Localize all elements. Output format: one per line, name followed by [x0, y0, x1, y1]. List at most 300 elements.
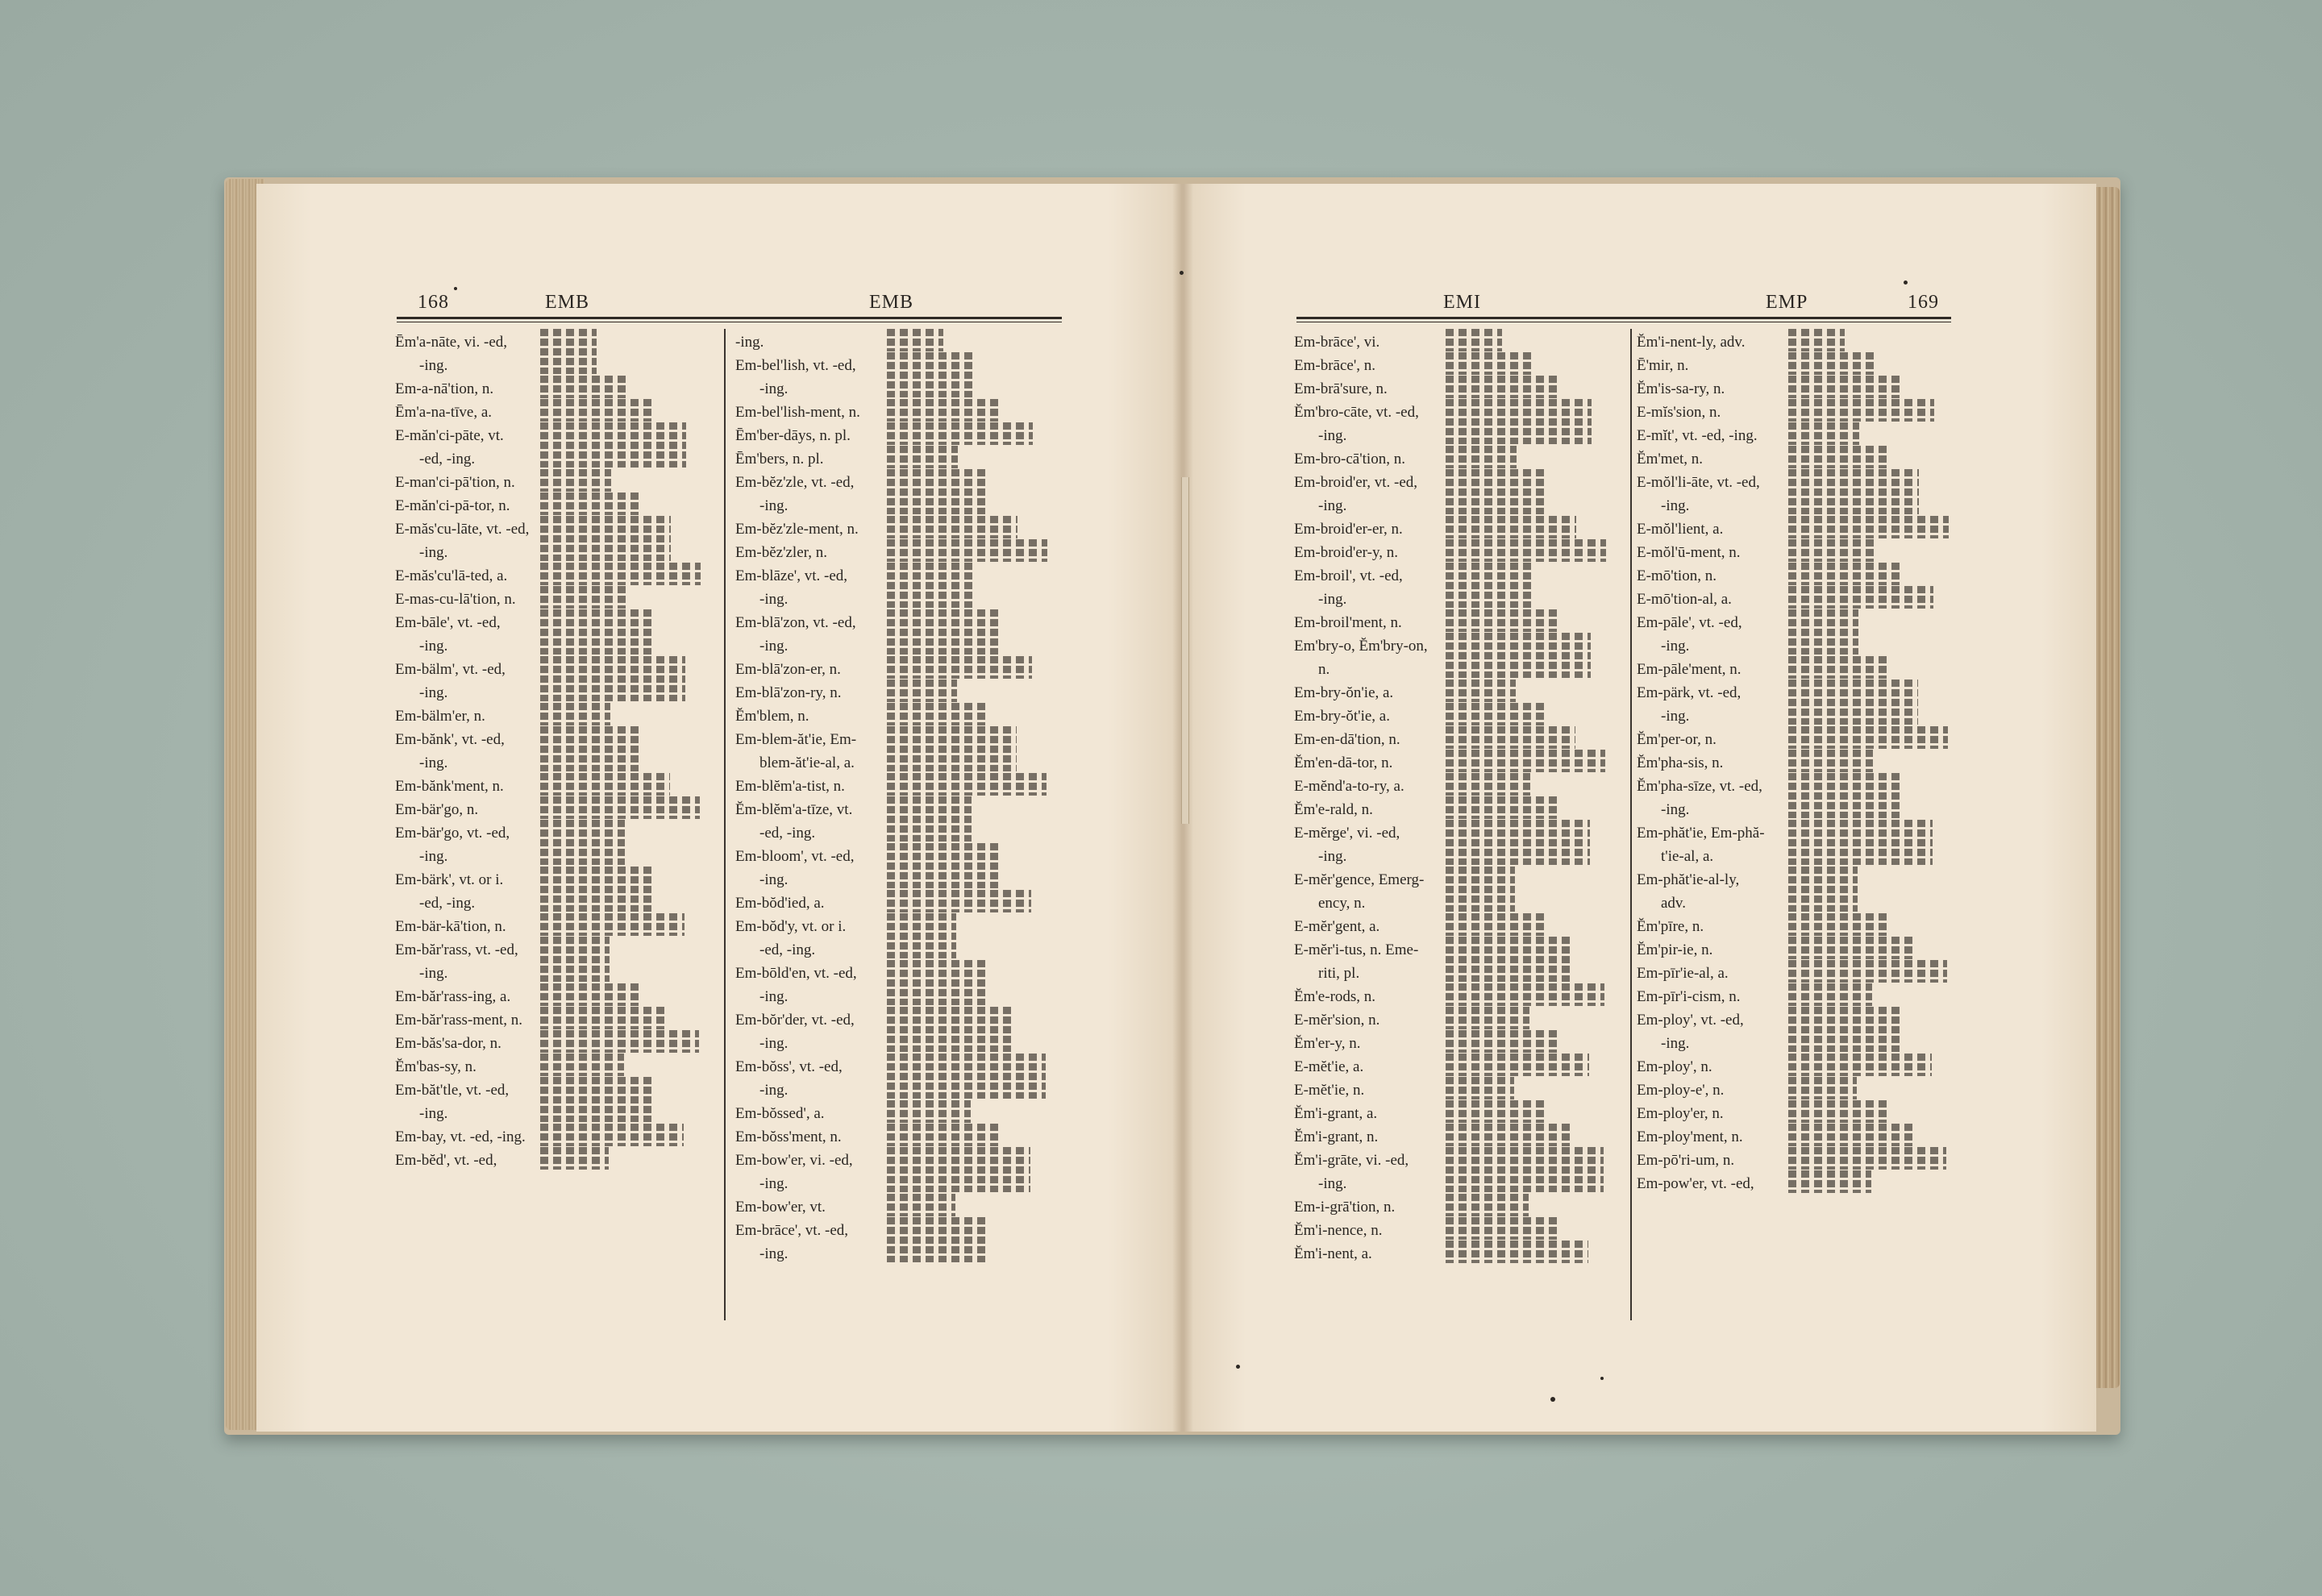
entry-headword: Ĕm'bas-sy, n. [395, 1058, 476, 1075]
dictionary-entry [1294, 1055, 1625, 1079]
japanese-gloss-glyphs [887, 890, 1031, 912]
japanese-gloss-glyphs [540, 773, 670, 796]
entry-headword: Ĕm'i-nent-ly, adv. [1637, 334, 1746, 351]
japanese-gloss-glyphs [1446, 726, 1575, 749]
dictionary-entry [1294, 541, 1625, 564]
entry-headword: Em'bry-o, Ĕm'bry-on, [1294, 638, 1428, 655]
entry-headword: Em-bry-ŏn'ie, a. [1294, 684, 1394, 701]
japanese-gloss-glyphs [540, 469, 611, 492]
left-page-column-1 [395, 330, 718, 1172]
entry-headword: Em-bälm'er, n. [395, 708, 485, 725]
entry-continuation: -ing. [759, 1245, 789, 1262]
dictionary-entry [395, 377, 718, 401]
japanese-gloss-glyphs [887, 516, 1017, 538]
dictionary-entry [735, 1008, 1066, 1055]
dictionary-entry [1294, 447, 1625, 471]
speck [1600, 1377, 1604, 1380]
dictionary-entry [735, 915, 1066, 962]
japanese-gloss-glyphs [540, 399, 656, 422]
dictionary-entry [395, 330, 718, 377]
japanese-gloss-glyphs [540, 1007, 669, 1029]
entry-headword: Em-bro-cā'tion, n. [1294, 451, 1405, 468]
entry-headword: Ĕm'per-or, n. [1637, 731, 1717, 748]
entry-continuation: -ing. [759, 638, 789, 655]
entry-continuation: -ing. [759, 1175, 789, 1192]
japanese-gloss-glyphs [540, 983, 639, 1006]
dictionary-entry [735, 330, 1066, 354]
entry-headword: Em-bälm', vt. -ed, [395, 661, 506, 678]
right-page-number: 169 [1908, 292, 1939, 313]
japanese-gloss-glyphs [1788, 563, 1904, 585]
japanese-gloss-glyphs [1788, 376, 1904, 398]
dictionary-entry [1637, 775, 1959, 821]
dictionary-entry [1637, 517, 1959, 541]
japanese-gloss-glyphs [887, 352, 973, 397]
dictionary-entry [1637, 1008, 1959, 1055]
entry-headword: Em-băr'rass, vt. -ed, [395, 941, 518, 958]
dictionary-entry [1637, 915, 1959, 938]
entry-headword: Em-brāce', vt. -ed, [735, 1222, 849, 1239]
japanese-gloss-glyphs [1446, 1030, 1559, 1053]
japanese-gloss-glyphs [540, 867, 655, 912]
japanese-gloss-glyphs [1446, 539, 1606, 562]
entry-continuation: -ing. [1318, 497, 1347, 514]
entry-headword: E-măn'ci-pāte, vt. [395, 427, 504, 444]
japanese-gloss-glyphs [887, 960, 986, 1005]
entry-continuation: -ing. [759, 497, 789, 514]
entry-continuation: -ing. [419, 965, 448, 982]
entry-headword: Ĕm'en-dā-tor, n. [1294, 754, 1393, 771]
dictionary-entry [1294, 681, 1625, 704]
japanese-gloss-glyphs [1446, 1147, 1604, 1192]
entry-headword: Em-bry-ŏt'ie, a. [1294, 708, 1390, 725]
japanese-gloss-glyphs [540, 329, 597, 374]
japanese-gloss-glyphs [887, 913, 956, 958]
entry-continuation: n. [1318, 661, 1330, 678]
entry-headword: E-mĕr'gence, Emerg- [1294, 871, 1425, 888]
japanese-gloss-glyphs [1788, 1077, 1857, 1099]
dictionary-entry [395, 611, 718, 658]
entry-headword: Em-blĕm'a-tist, n. [735, 778, 845, 795]
left-running-head-right: EMB [869, 292, 914, 313]
entry-headword: Em-ploy-e', n. [1637, 1082, 1725, 1099]
entry-headword: E-mĕr'gent, a. [1294, 918, 1380, 935]
entry-headword: Em-bloom', vt. -ed, [735, 848, 855, 865]
japanese-gloss-glyphs [887, 1100, 971, 1123]
dictionary-entry [1294, 354, 1625, 377]
japanese-gloss-glyphs [1788, 422, 1859, 445]
dictionary-entry [1637, 611, 1959, 658]
entry-headword: Em-broid'er-y, n. [1294, 544, 1398, 561]
entry-headword: Em-băr'rass-ing, a. [395, 988, 511, 1005]
dictionary-entry [1294, 517, 1625, 541]
japanese-gloss-glyphs [1788, 446, 1889, 468]
entry-headword: Em-broil', vt. -ed, [1294, 567, 1403, 584]
dictionary-entry [1294, 728, 1625, 751]
entry-headword: Em-bōld'en, vt. -ed, [735, 965, 857, 982]
entry-continuation: -ing. [419, 638, 448, 655]
entry-headword: Ēm'ber-dāys, n. pl. [735, 427, 851, 444]
dictionary-entry [395, 775, 718, 798]
dictionary-entry [1294, 1008, 1625, 1032]
dictionary-entry [1637, 751, 1959, 775]
dictionary-entry [1637, 985, 1959, 1008]
entry-headword: Em-blā'zon, vt. -ed, [735, 614, 856, 631]
entry-headword: Em-bow'er, vt. [735, 1199, 826, 1216]
japanese-gloss-glyphs [887, 446, 958, 468]
entry-headword: Em-băs'sa-dor, n. [395, 1035, 501, 1052]
entry-headword: Em-phăt'ie, Em-phă- [1637, 825, 1765, 842]
entry-headword: Em-bel'lish, vt. -ed, [735, 357, 856, 374]
japanese-gloss-glyphs [1788, 609, 1858, 655]
entry-headword: Em-băr'rass-ment, n. [395, 1012, 523, 1029]
entry-headword: Em-i-grā'tion, n. [1294, 1199, 1396, 1216]
right-column-rule [1630, 329, 1632, 1320]
entry-headword: Em-a-nā'tion, n. [395, 380, 494, 397]
entry-continuation: -ing. [419, 848, 448, 865]
entry-headword: Ĕm'blem, n. [735, 708, 809, 725]
dictionary-entry [395, 1055, 718, 1079]
entry-continuation: -ing. [1661, 801, 1690, 818]
dictionary-entry [735, 892, 1066, 915]
entry-headword: Ĕm'e-rald, n. [1294, 801, 1373, 818]
dictionary-entry [735, 775, 1066, 798]
dictionary-entry [395, 494, 718, 517]
entry-headword: Ĕm'pīre, n. [1637, 918, 1704, 935]
japanese-gloss-glyphs [540, 1054, 624, 1076]
japanese-gloss-glyphs [887, 399, 1003, 422]
entry-headword: Em-blā'zon-er, n. [735, 661, 841, 678]
left-page-number: 168 [418, 292, 449, 313]
dictionary-entry [1637, 401, 1959, 424]
dictionary-entry [1637, 354, 1959, 377]
japanese-gloss-glyphs [1788, 399, 1934, 422]
japanese-gloss-glyphs [1788, 750, 1873, 772]
entry-continuation: -ing. [419, 684, 448, 701]
dictionary-entry [1637, 447, 1959, 471]
entry-headword: Em-blā'zon-ry, n. [735, 684, 842, 701]
dictionary-entry [735, 962, 1066, 1008]
entry-headword: Em-bär'go, vt. -ed, [395, 825, 510, 842]
japanese-gloss-glyphs [1446, 680, 1516, 702]
entry-headword: Em-ploy', n. [1637, 1058, 1712, 1075]
entry-headword: Em-en-dā'tion, n. [1294, 731, 1400, 748]
japanese-gloss-glyphs [1446, 329, 1502, 351]
left-header-rule [397, 317, 1062, 319]
japanese-gloss-glyphs [1446, 563, 1531, 608]
entry-headword: Ēm'a-na-tīve, a. [395, 404, 493, 421]
left-running-head-left: EMB [545, 292, 590, 313]
entry-continuation: -ing. [759, 1035, 789, 1052]
dictionary-entry [395, 1149, 718, 1172]
dictionary-entry [1637, 471, 1959, 517]
entry-continuation: -ing. [1318, 848, 1347, 865]
entry-headword: Em-phăt'ie-al-ly, [1637, 871, 1740, 888]
japanese-gloss-glyphs [540, 1077, 654, 1122]
entry-headword: Em-bĕz'zle, vt. -ed, [735, 474, 855, 491]
dictionary-entry [395, 1125, 718, 1149]
right-running-head-left: EMI [1443, 292, 1481, 313]
entry-headword: Ĕm'e-rods, n. [1294, 988, 1376, 1005]
japanese-gloss-glyphs [887, 1054, 1046, 1099]
entry-headword: Em-ploy'er, n. [1637, 1105, 1724, 1122]
dictionary-entry [1294, 798, 1625, 821]
entry-headword: Ĕm'er-y, n. [1294, 1035, 1361, 1052]
entry-headword: Em-brā'sure, n. [1294, 380, 1388, 397]
speck [1904, 281, 1908, 285]
entry-headword: E-măs'cu-lāte, vt. -ed, [395, 521, 530, 538]
japanese-gloss-glyphs [1446, 703, 1546, 725]
japanese-gloss-glyphs [540, 1147, 609, 1170]
dictionary-entry [1294, 377, 1625, 401]
dictionary-entry [1294, 564, 1625, 611]
entry-headword: Em-bel'lish-ment, n. [735, 404, 860, 421]
entry-continuation: -ing. [1661, 1035, 1690, 1052]
entry-headword: Em-bŏd'y, vt. or i. [735, 918, 847, 935]
japanese-gloss-glyphs [1446, 1217, 1558, 1240]
right-header-rule [1296, 317, 1951, 319]
dictionary-entry [735, 658, 1066, 681]
entry-headword: E-mĕrge', vi. -ed, [1294, 825, 1400, 842]
entry-continuation: t'ie-al, a. [1661, 848, 1714, 865]
dictionary-entry [735, 1055, 1066, 1102]
entry-continuation: -ing. [419, 357, 448, 374]
japanese-gloss-glyphs [540, 609, 655, 655]
dictionary-entry [395, 821, 718, 868]
entry-headword: Em-bär-kā'tion, n. [395, 918, 506, 935]
dictionary-entry [395, 868, 718, 915]
japanese-gloss-glyphs [540, 703, 610, 725]
entry-headword: Em-broid'er, vt. -ed, [1294, 474, 1418, 491]
entry-headword: Em-broil'ment, n. [1294, 614, 1402, 631]
dictionary-entry [395, 588, 718, 611]
japanese-gloss-glyphs [1446, 820, 1590, 865]
japanese-gloss-glyphs [1446, 469, 1546, 514]
dictionary-entry [1637, 1149, 1959, 1172]
left-column-rule [724, 329, 726, 1320]
entry-headword: Ĕm-blĕm'a-tīze, vt. [735, 801, 853, 818]
dictionary-entry [1294, 868, 1625, 915]
entry-headword: Em-brāce', vi. [1294, 334, 1380, 351]
dictionary-entry [1637, 424, 1959, 447]
entry-headword: E-mĕt'ie, a. [1294, 1058, 1364, 1075]
japanese-gloss-glyphs [1446, 750, 1605, 772]
dictionary-entry [1294, 330, 1625, 354]
japanese-gloss-glyphs [1788, 820, 1933, 865]
dictionary-entry [1637, 1055, 1959, 1079]
entry-headword: E-mĕr'sion, n. [1294, 1012, 1380, 1029]
entry-headword: Em-ploy', vt. -ed, [1637, 1012, 1744, 1029]
japanese-gloss-glyphs [540, 563, 701, 585]
japanese-gloss-glyphs [540, 1030, 699, 1053]
entry-headword: Em-bärk', vt. or i. [395, 871, 504, 888]
japanese-gloss-glyphs [1446, 1194, 1529, 1216]
dictionary-entry [1294, 821, 1625, 868]
japanese-gloss-glyphs [1788, 516, 1949, 538]
dictionary-entry [395, 471, 718, 494]
dictionary-entry [1294, 471, 1625, 517]
dictionary-entry [735, 1125, 1066, 1149]
dictionary-entry [1294, 611, 1625, 634]
entry-headword: Em-pāle'ment, n. [1637, 661, 1742, 678]
speck [1550, 1397, 1555, 1402]
dictionary-entry [395, 985, 718, 1008]
dictionary-entry [735, 704, 1066, 728]
dictionary-entry [735, 424, 1066, 447]
japanese-gloss-glyphs [1446, 352, 1532, 375]
japanese-gloss-glyphs [1446, 1054, 1589, 1076]
japanese-gloss-glyphs [887, 609, 1002, 655]
entry-headword: E-mō'tion-al, a. [1637, 591, 1732, 608]
japanese-gloss-glyphs [887, 656, 1032, 679]
dictionary-entry [1294, 1242, 1625, 1266]
japanese-gloss-glyphs [887, 726, 1017, 771]
japanese-gloss-glyphs [1788, 469, 1919, 514]
japanese-gloss-glyphs [1788, 656, 1888, 679]
dictionary-entry [1637, 658, 1959, 681]
japanese-gloss-glyphs [1788, 913, 1887, 936]
japanese-gloss-glyphs [887, 1007, 1016, 1052]
dictionary-entry [395, 658, 718, 704]
dictionary-entry [735, 728, 1066, 775]
entry-headword: E-mĕnd'a-to-ry, a. [1294, 778, 1404, 795]
entry-continuation: -ed, -ing. [759, 825, 816, 842]
entry-headword: Ĕm'pha-sīze, vt. -ed, [1637, 778, 1762, 795]
dictionary-entry [735, 611, 1066, 658]
entry-continuation: -ing. [419, 754, 448, 771]
entry-headword: Em-bŏss', vt. -ed, [735, 1058, 843, 1075]
japanese-gloss-glyphs [540, 1124, 684, 1146]
japanese-gloss-glyphs [1446, 609, 1561, 632]
japanese-gloss-glyphs [887, 422, 1033, 445]
japanese-gloss-glyphs [1446, 796, 1560, 819]
dictionary-entry [1637, 962, 1959, 985]
dictionary-entry [735, 517, 1066, 541]
japanese-gloss-glyphs [887, 469, 988, 514]
entry-headword: Ē'mir, n. [1637, 357, 1689, 374]
entry-continuation: -ed, -ing. [419, 895, 476, 912]
entry-headword: E-mĕt'ie, n. [1294, 1082, 1365, 1099]
entry-headword: Em-bŏr'der, vt. -ed, [735, 1012, 855, 1029]
entry-headword: -ing. [735, 334, 764, 351]
japanese-gloss-glyphs [1788, 586, 1933, 609]
entry-headword: E-mŏl'ū-ment, n. [1637, 544, 1741, 561]
dictionary-entry [735, 845, 1066, 892]
japanese-gloss-glyphs [1788, 726, 1948, 749]
entry-headword: Em-bär'go, n. [395, 801, 479, 818]
dictionary-entry [1294, 634, 1625, 681]
dictionary-entry [1637, 938, 1959, 962]
japanese-gloss-glyphs [1788, 1100, 1887, 1123]
speck [454, 287, 457, 290]
entry-continuation: -ing. [1318, 591, 1347, 608]
japanese-gloss-glyphs [1446, 446, 1517, 468]
entry-headword: Em-bănk'ment, n. [395, 778, 504, 795]
entry-continuation: -ing. [1661, 638, 1690, 655]
entry-headword: E-mŏl'lient, a. [1637, 521, 1724, 538]
japanese-gloss-glyphs [1446, 376, 1562, 398]
dictionary-entry [1637, 330, 1959, 354]
entry-continuation: adv. [1661, 895, 1686, 912]
dictionary-entry [395, 564, 718, 588]
entry-headword: Em-bow'er, vi. -ed, [735, 1152, 853, 1169]
dictionary-entry [1637, 1102, 1959, 1125]
entry-continuation: -ing. [759, 1082, 789, 1099]
entry-headword: E-mas-cu-lā'tion, n. [395, 591, 516, 608]
japanese-gloss-glyphs [1788, 539, 1874, 562]
dictionary-entry [735, 681, 1066, 704]
dictionary-entry [1637, 541, 1959, 564]
japanese-gloss-glyphs [887, 1217, 985, 1262]
entry-continuation: -ing. [759, 988, 789, 1005]
japanese-gloss-glyphs [1788, 960, 1947, 983]
entry-continuation: -ing. [1661, 497, 1690, 514]
japanese-gloss-glyphs [887, 680, 957, 702]
dictionary-entry [1637, 377, 1959, 401]
japanese-gloss-glyphs [887, 1124, 1001, 1146]
dictionary-entry [1294, 775, 1625, 798]
japanese-gloss-glyphs [1788, 1007, 1902, 1052]
entry-continuation: blem-ăt'ie-al, a. [759, 754, 855, 771]
entry-headword: Ĕm'i-nent, a. [1294, 1245, 1372, 1262]
left-page-column-2 [735, 330, 1066, 1266]
dictionary-entry [1294, 401, 1625, 447]
dictionary-entry [1637, 681, 1959, 728]
japanese-gloss-glyphs [1446, 399, 1592, 444]
entry-headword: Em-bĕz'zler, n. [735, 544, 827, 561]
japanese-gloss-glyphs [1446, 1077, 1514, 1099]
japanese-gloss-glyphs [1788, 1124, 1916, 1146]
dictionary-entry [395, 401, 718, 424]
japanese-gloss-glyphs [1446, 1241, 1588, 1263]
entry-headword: Em-broid'er-er, n. [1294, 521, 1403, 538]
japanese-gloss-glyphs [887, 773, 1047, 796]
japanese-gloss-glyphs [887, 1194, 955, 1216]
dictionary-entry [735, 471, 1066, 517]
dictionary-entry [1294, 1102, 1625, 1125]
dictionary-entry [1294, 704, 1625, 728]
dictionary-entry [1637, 588, 1959, 611]
entry-continuation: -ing. [419, 544, 448, 561]
japanese-gloss-glyphs [1788, 680, 1918, 725]
japanese-gloss-glyphs [1446, 773, 1530, 796]
entry-headword: Em-pō'ri-um, n. [1637, 1152, 1735, 1169]
entry-headword: Em-bāle', vt. -ed, [395, 614, 501, 631]
dictionary-entry [395, 938, 718, 985]
japanese-gloss-glyphs [887, 796, 972, 842]
entry-headword: E-mĕr'i-tus, n. Eme- [1294, 941, 1419, 958]
entry-headword: Ĕm'is-sa-ry, n. [1637, 380, 1725, 397]
japanese-gloss-glyphs [887, 703, 987, 725]
japanese-gloss-glyphs [887, 843, 1001, 888]
japanese-gloss-glyphs [1446, 633, 1591, 678]
japanese-gloss-glyphs [1788, 773, 1903, 818]
dictionary-entry [1637, 1079, 1959, 1102]
entry-headword: Em-blem-ăt'ie, Em- [735, 731, 857, 748]
entry-headword: Em-bŏssed', a. [735, 1105, 825, 1122]
entry-headword: E-măs'cu'lā-ted, a. [395, 567, 508, 584]
entry-headword: E-mĭs'sion, n. [1637, 404, 1721, 421]
dictionary-entry [1294, 915, 1625, 938]
entry-headword: Ĕm'i-nence, n. [1294, 1222, 1383, 1239]
right-page-column-2 [1637, 330, 1959, 1195]
entry-continuation: -ing. [1318, 427, 1347, 444]
entry-headword: Em-blāze', vt. -ed, [735, 567, 848, 584]
entry-continuation: -ing. [759, 591, 789, 608]
entry-headword: Em-bĕd', vt. -ed, [395, 1152, 497, 1169]
dictionary-entry [1294, 1125, 1625, 1149]
japanese-gloss-glyphs [540, 493, 641, 515]
